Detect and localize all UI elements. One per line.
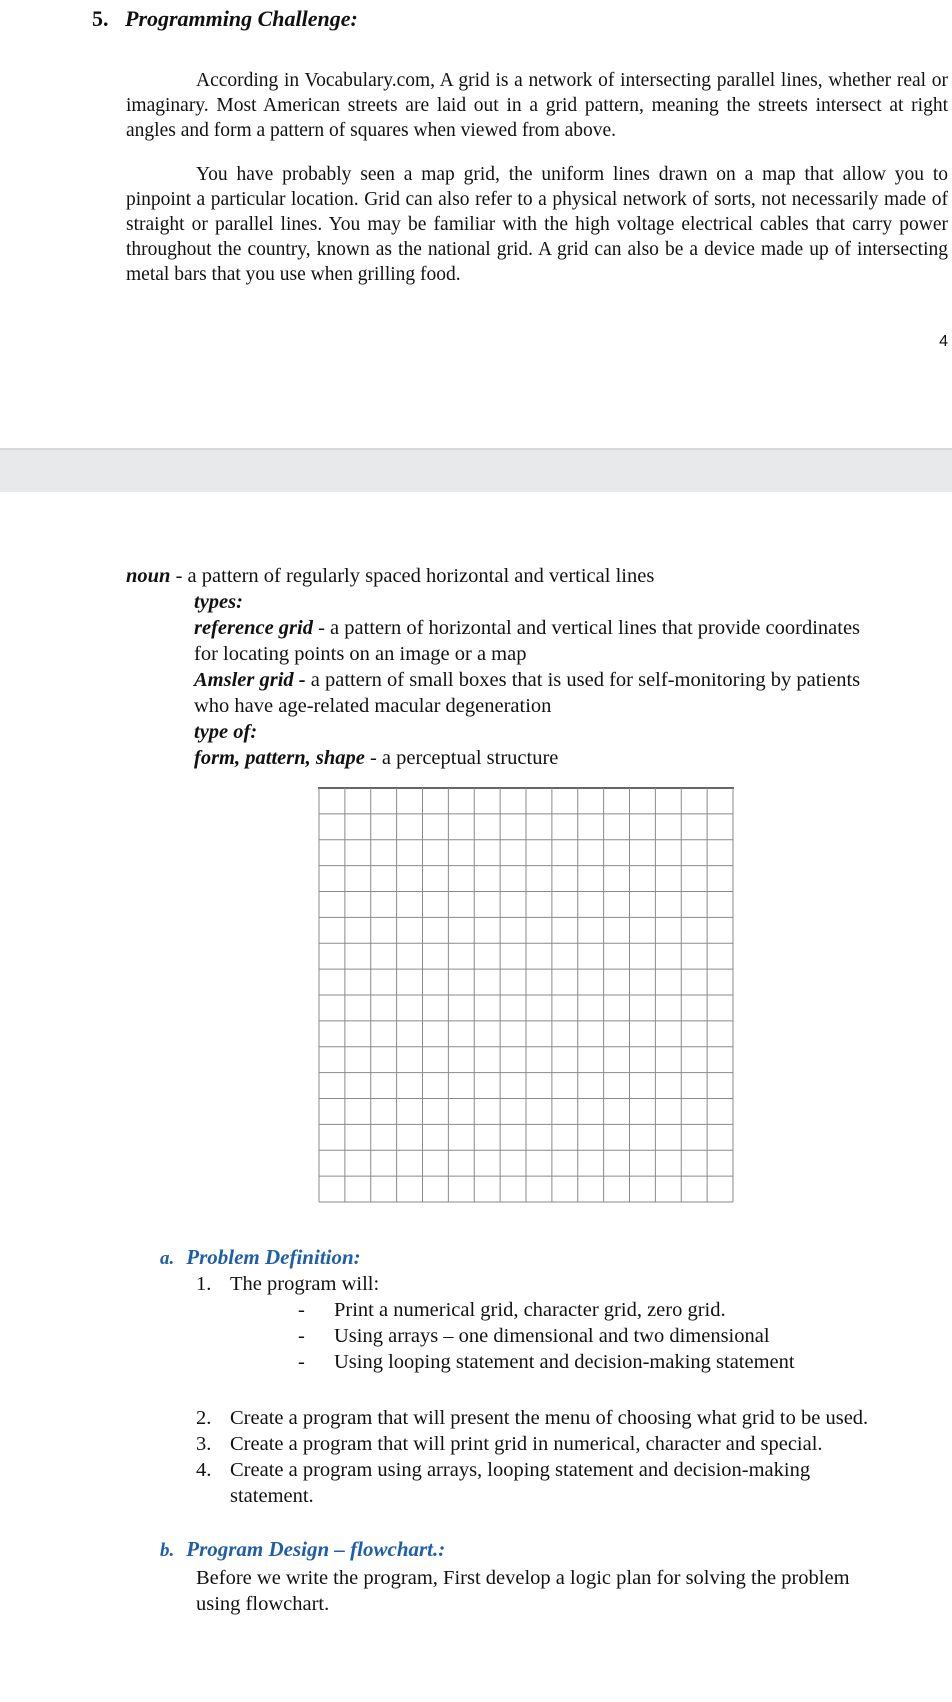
reference-grid-term: reference grid — [194, 617, 313, 639]
form-pattern-shape-text: - a perceptual structure — [364, 747, 559, 769]
reference-grid-definition — [194, 615, 946, 641]
reference-grid-text: - a pattern of horizontal and vertical lines that provide coordinates — [312, 617, 861, 639]
amsler-grid-definition — [194, 667, 946, 693]
bullet-3: Using looping statement and decision-making statement — [334, 1351, 795, 1373]
heading-number: 5. — [92, 6, 109, 31]
section-b-heading — [160, 1537, 445, 1562]
section-b-text: Before we write the program, First develop a logic plan for solving the problem — [196, 1567, 850, 1589]
section-b-text-cont: using flowchart. — [196, 1593, 330, 1615]
list-item-1-number: 1. — [196, 1273, 212, 1295]
grid-illustration — [318, 787, 734, 1203]
amsler-grid-term: Amsler grid - — [194, 669, 306, 691]
form-pattern-shape-definition — [194, 745, 946, 771]
reference-grid-text-cont: for locating points on an image or a map — [194, 643, 527, 665]
heading-text: Programming Challenge: — [125, 6, 358, 31]
bullet-1: Print a numerical grid, character grid, zero grid. — [334, 1299, 726, 1321]
paragraph-grid-definition: According in Vocabulary.com, A grid is a network of intersecting parallel lines, whether real or imaginary. Most American streets are laid out in a grid pattern, meaning the streets intersect at right angles and form a pattern of squares when viewed from above. — [126, 70, 948, 141]
challenge-heading — [92, 6, 358, 32]
page-separator — [0, 448, 952, 492]
amsler-grid-text-cont: who have age-related macular degeneration — [194, 695, 552, 717]
bullet-2: Using arrays – one dimensional and two dimensional — [334, 1325, 770, 1347]
bullet-2-mark: - — [298, 1325, 305, 1347]
noun-definition — [126, 563, 654, 589]
noun-text: - a pattern of regularly spaced horizontal and vertical lines — [170, 565, 655, 587]
document-page-1 — [0, 0, 952, 448]
section-a-heading — [160, 1245, 361, 1270]
page-number: 4 — [939, 333, 948, 350]
section-a-letter: a. — [160, 1248, 175, 1269]
list-item-2-number: 2. — [196, 1407, 212, 1429]
list-item-4: Create a program using arrays, looping statement and decision-making — [230, 1459, 811, 1481]
list-item-1: The program will: — [230, 1273, 380, 1295]
bullet-3-mark: - — [298, 1351, 305, 1373]
types-label: types: — [194, 591, 243, 613]
bullet-1-mark: - — [298, 1299, 305, 1321]
amsler-grid-text: a pattern of small boxes that is used for self-monitoring by patients — [305, 669, 861, 691]
list-item-4-number: 4. — [196, 1459, 212, 1481]
section-b-letter: b. — [160, 1540, 175, 1561]
list-item-3-number: 3. — [196, 1433, 212, 1455]
paragraph-map-grid: You have probably seen a map grid, the uniform lines drawn on a map that allow you to pinpoint a particular location. Grid can also refer to a physical network of sorts, not necessarily made of straight or parallel lines. You may be familiar with the high voltage electrical cables that carry power throughout the country, known as the national grid. A grid can also be a device made up of intersecting metal bars that you use when grilling food. — [126, 164, 948, 285]
type-of-label: type of: — [194, 721, 258, 743]
list-item-3: Create a program that will print grid in numerical, character and special. — [230, 1433, 823, 1455]
list-item-2: Create a program that will present the menu of choosing what grid to be used. — [230, 1407, 869, 1429]
section-b-title: Program Design – flowchart.: — [186, 1537, 446, 1561]
noun-term: noun — [126, 565, 171, 587]
section-a-colon: : — [353, 1245, 361, 1269]
section-a-title: Problem Definition — [186, 1245, 354, 1269]
form-pattern-shape-term: form, pattern, shape — [194, 747, 365, 769]
list-item-4-cont: statement. — [230, 1485, 314, 1507]
